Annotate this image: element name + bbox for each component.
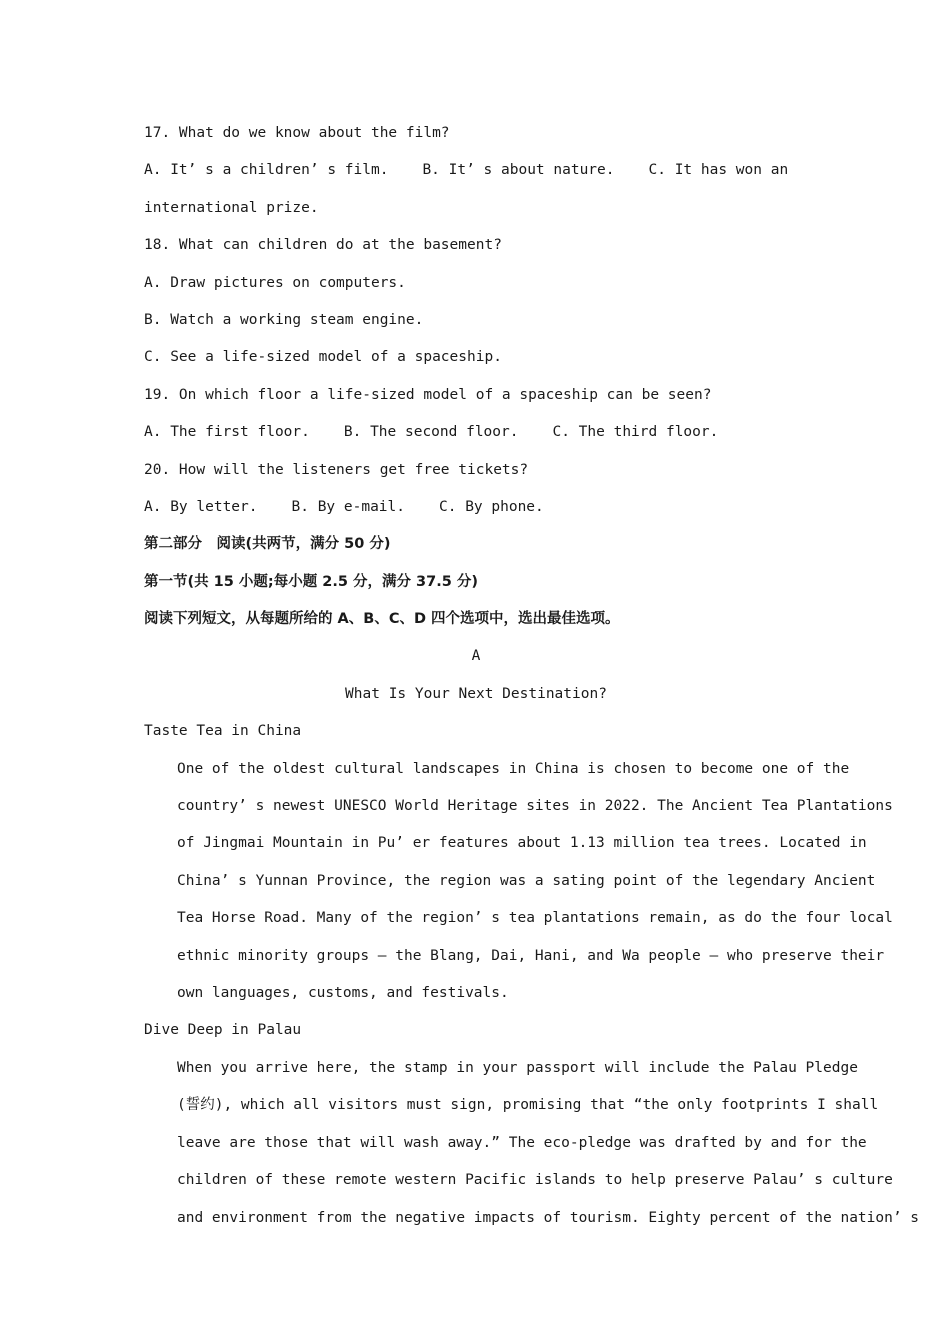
option-c: C. It has won an xyxy=(648,162,789,179)
passage-label: A xyxy=(471,648,481,665)
option-a: A. The first floor. xyxy=(144,424,310,441)
option-a: A. Draw pictures on computers. xyxy=(144,274,406,291)
question-19-options xyxy=(144,414,808,451)
section-title: 第一节(共 15 小题;每小题 2.5 分，满分 37.5 分) xyxy=(144,573,478,590)
option-a: A. It’ s a children’ s film. xyxy=(144,162,389,179)
option-c-continued: international prize. xyxy=(144,199,319,216)
question-19: 19. On which floor a life-sized model of a spaceship can be seen? xyxy=(144,386,712,403)
question-17: 17. What do we know about the film? xyxy=(144,125,450,141)
option-b: B. By e-mail. xyxy=(291,498,405,515)
paragraph-line: Tea Horse Road. Many of the region’ s tea plantations remain, as do the four local xyxy=(177,910,893,927)
document-page xyxy=(144,115,920,1237)
question-18: 18. What can children do at the basement? xyxy=(144,237,502,254)
paragraph-line: children of these remote western Pacific islands to help preserve Palau’ s culture xyxy=(177,1172,893,1189)
question-20: 20. How will the listeners get free tickets? xyxy=(144,461,529,478)
paragraph-line: of Jingmai Mountain in Pu’ er features about 1.13 million tea trees. Located in xyxy=(177,835,867,852)
option-b: B. It’ s about nature. xyxy=(422,162,615,179)
paragraph-line: One of the oldest cultural landscapes in China is chosen to become one of the xyxy=(177,760,850,777)
option-b: B. Watch a working steam engine. xyxy=(144,311,424,328)
passage-title: What Is Your Next Destination? xyxy=(345,685,607,702)
paragraph-line: (誓约), which all visitors must sign, promising that “the only footprints I shall xyxy=(177,1097,879,1114)
paragraph-line: own languages, customs, and festivals. xyxy=(177,985,509,1002)
instruction: 阅读下列短文，从每题所给的 A、B、C、D 四个选项中，选出最佳选项。 xyxy=(144,611,620,628)
question-20-options xyxy=(144,489,808,526)
part-title: 第二部分 阅读(共两节，满分 50 分) xyxy=(144,536,391,553)
paragraph-line: country’ s newest UNESCO World Heritage sites in 2022. The Ancient Tea Plantations xyxy=(177,798,893,815)
paragraph-palau xyxy=(144,1050,920,1237)
option-c: C. The third floor. xyxy=(552,424,719,441)
option-c: C. See a life-sized model of a spaceship. xyxy=(144,349,502,366)
paragraph-line: China’ s Yunnan Province, the region was a sating point of the legendary Ancient xyxy=(177,872,876,889)
question-17-options xyxy=(144,152,808,189)
option-a: A. By letter. xyxy=(144,498,258,515)
paragraph-line: and environment from the negative impacts of tourism. Eighty percent of the nation’ s xyxy=(177,1209,920,1226)
option-b: B. The second floor. xyxy=(343,424,519,441)
subheading-taste-tea: Taste Tea in China xyxy=(144,723,302,740)
option-c: C. By phone. xyxy=(439,498,544,515)
subheading-dive-palau: Dive Deep in Palau xyxy=(144,1022,302,1039)
paragraph-line: ethnic minority groups — the Blang, Dai, Hani, and Wa people — who preserve their xyxy=(177,947,885,964)
paragraph-line: leave are those that will wash away.” The eco-pledge was drafted by and for the xyxy=(177,1134,867,1151)
paragraph-tea xyxy=(144,751,893,1013)
paragraph-line: When you arrive here, the stamp in your passport will include the Palau Pledge xyxy=(177,1059,858,1076)
